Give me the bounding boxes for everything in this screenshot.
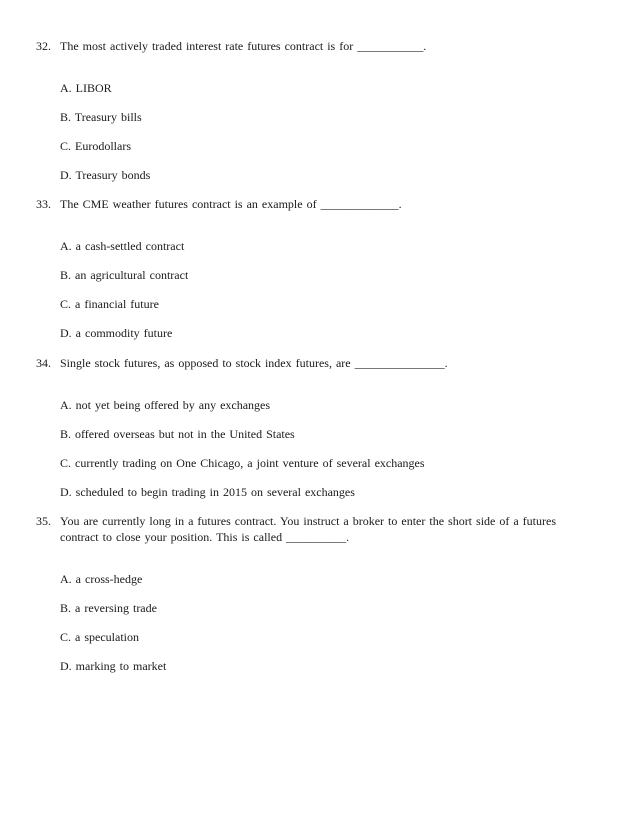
question-text: You are currently long in a futures contract. You instruct a broker to enter the short side of a futures contract to close your position. This is called __________. (60, 514, 556, 544)
question-text: The CME weather futures contract is an example of _____________. (60, 197, 402, 211)
question-number: 34. (36, 356, 51, 370)
question-stem (36, 513, 576, 545)
question-number: 32. (36, 39, 51, 53)
question-stem (36, 38, 576, 54)
option-a: A. a cross-hedge (60, 572, 143, 586)
question-32 (36, 38, 576, 183)
option-b: B. an agricultural contract (60, 268, 189, 282)
answer-options (60, 571, 576, 674)
question-number: 35. (36, 514, 51, 528)
question-35 (36, 513, 576, 674)
question-stem (36, 355, 576, 371)
option-a: A. not yet being offered by any exchanges (60, 398, 271, 412)
option-c: C. a speculation (60, 630, 139, 644)
option-c: C. currently trading on One Chicago, a joint venture of several exchanges (60, 456, 425, 470)
question-stem (36, 196, 576, 212)
question-number: 33. (36, 197, 51, 211)
option-a: A. LIBOR (60, 81, 112, 95)
question-33 (36, 196, 576, 341)
option-b: B. a reversing trade (60, 601, 157, 615)
option-c: C. a financial future (60, 297, 159, 311)
answer-options (60, 238, 576, 341)
option-d: D. marking to market (60, 659, 167, 673)
question-text: The most actively traded interest rate futures contract is for ___________. (60, 39, 427, 53)
question-34 (36, 355, 576, 500)
answer-options (60, 397, 576, 500)
option-d: D. a commodity future (60, 326, 173, 340)
option-c: C. Eurodollars (60, 139, 131, 153)
option-a: A. a cash-settled contract (60, 239, 185, 253)
option-d: D. scheduled to begin trading in 2015 on several exchanges (60, 485, 355, 499)
answer-options (60, 80, 576, 183)
option-b: B. offered overseas but not in the United States (60, 427, 295, 441)
option-b: B. Treasury bills (60, 110, 142, 124)
option-d: D. Treasury bonds (60, 168, 151, 182)
question-text: Single stock futures, as opposed to stock index futures, are _______________. (60, 356, 448, 370)
